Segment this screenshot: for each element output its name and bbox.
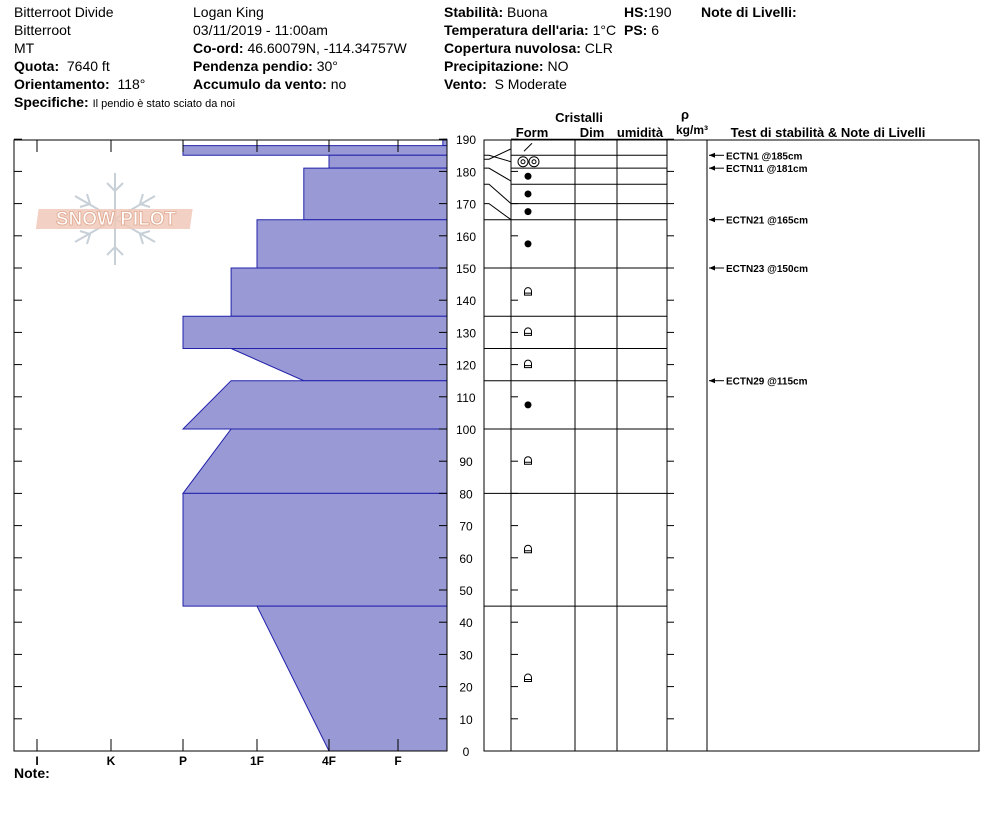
form-header: Form [515, 125, 549, 140]
tests-header: Test di stabilità & Note di Livelli [730, 125, 926, 140]
hardness-tick-label: 4F [321, 754, 337, 768]
hs-label: HS: [624, 4, 649, 20]
observer: Logan King [193, 4, 264, 20]
layer-table-frame [484, 140, 979, 751]
faceted-crystal-icon [525, 457, 532, 465]
stability-label: Stabilità: [444, 4, 504, 20]
hardness-layer [183, 493, 447, 606]
precip-label: Precipitazione: [444, 58, 544, 74]
hardness-tick-label: F [394, 754, 402, 768]
layer-notes-heading: Note di Livelli: [701, 4, 797, 20]
y-tick-label: 0 [462, 745, 470, 759]
wind-value: S Moderate [494, 76, 567, 92]
rounded-grain-icon [525, 208, 532, 215]
test-arrow-icon [709, 266, 715, 271]
graupel-icon [529, 157, 539, 167]
hardness-layer [183, 146, 447, 156]
decomposing-particle-icon [524, 143, 532, 151]
hardness-layer [231, 349, 447, 381]
faceted-crystal-icon [525, 360, 532, 368]
graupel-icon [521, 160, 525, 164]
hardness-layer [329, 155, 447, 168]
svg-text:SNOW PILOT: SNOW PILOT [55, 209, 177, 230]
stability-test-label: ECTN23 @150cm [726, 264, 809, 275]
graupel-icon [532, 160, 536, 164]
aspect-value: 118° [117, 76, 146, 92]
faceted-crystal-icon [525, 545, 532, 553]
rounded-grain-icon [525, 173, 532, 180]
stability-test-label: ECTN21 @165cm [726, 215, 809, 227]
rounded-grain-icon [525, 240, 532, 247]
y-tick-label: 40 [459, 616, 473, 631]
test-arrow-icon [709, 166, 715, 171]
wind-load-value: no [330, 76, 347, 92]
rounded-grain-icon [525, 190, 532, 197]
y-tick-label: 130 [455, 326, 477, 341]
crystals-header: Cristalli [555, 110, 603, 125]
specifics-label: Specifiche: [14, 94, 89, 110]
faceted-crystal-icon [525, 328, 532, 336]
y-tick-label: 170 [455, 197, 477, 212]
location-name: Bitterroot Divide [14, 4, 114, 20]
y-tick-label: 90 [459, 455, 473, 470]
specifics-value: Il pendio è stato sciato da noi [92, 98, 236, 110]
y-tick-label: 160 [455, 229, 477, 244]
layer-connector [484, 204, 511, 220]
y-tick-label: 30 [459, 648, 473, 663]
coord-value: 46.60079N, -114.34757W [247, 40, 407, 56]
hardness-layer [257, 606, 447, 751]
test-arrow-icon [709, 378, 715, 383]
hardness-layer [183, 381, 447, 429]
state: MT [14, 40, 35, 56]
slope-value: 30° [316, 58, 338, 74]
datetime: 03/11/2019 - 11:00am [193, 22, 328, 38]
layer-connector [484, 184, 511, 203]
rounded-grain-icon [525, 401, 532, 408]
hardness-tick-label: 1F [249, 754, 265, 768]
y-tick-label: 10 [459, 712, 473, 727]
faceted-crystal-icon [525, 674, 532, 681]
cloud-value: CLR [584, 40, 613, 56]
hardness-layer [304, 168, 447, 220]
elevation-value: 7640 ft [66, 58, 110, 74]
hardness-layer [183, 316, 447, 348]
density-unit-header: kg/m³ [675, 123, 709, 137]
air-temp-label: Temperatura dell'aria: [444, 22, 589, 38]
hardness-layer [257, 220, 447, 268]
wind-load-label: Accumulo da vento: [193, 76, 327, 92]
cloud-label: Copertura nuvolosa: [444, 40, 581, 56]
dim-header: Dim [579, 125, 605, 140]
y-tick-label: 80 [459, 487, 473, 502]
y-tick-label: 140 [455, 294, 477, 309]
stability-test-label: ECTN1 @185cm [726, 151, 803, 163]
aspect-label: Orientamento: [14, 76, 110, 92]
y-tick-label: 110 [456, 390, 476, 405]
y-tick-label: 100 [455, 423, 477, 437]
rho-header: ρ [680, 107, 690, 122]
ps-label: PS: [624, 22, 648, 38]
y-tick-label: 20 [459, 680, 473, 695]
hardness-layer [183, 429, 447, 493]
notes-label: Note: [14, 765, 50, 781]
test-arrow-icon [709, 153, 715, 158]
mountain-range: Bitterroot [14, 22, 71, 38]
stability-value: Buona [507, 4, 548, 20]
stability-test-label: ECTN29 @115cm [726, 376, 808, 388]
coord-label: Co-ord: [193, 40, 244, 56]
wind-label: Vento: [444, 76, 487, 92]
elevation-label: Quota: [14, 58, 60, 74]
hardness-tick-label: I [35, 754, 39, 768]
layer-connector [484, 168, 511, 181]
hardness-tick-label: K [106, 754, 116, 768]
air-temp-value: 1°C [592, 22, 617, 38]
graupel-icon [518, 157, 528, 167]
hs-value: 190 [648, 4, 672, 20]
y-tick-label: 50 [459, 584, 473, 598]
y-tick-label: 150 [455, 262, 477, 276]
faceted-crystal-icon [525, 288, 532, 296]
y-tick-label: 60 [459, 551, 473, 566]
ps-value: 6 [651, 22, 660, 38]
hardness-layer [231, 268, 447, 316]
y-tick-label: 70 [459, 519, 473, 534]
snowpilot-logo [36, 209, 193, 230]
y-tick-label: 190 [455, 133, 477, 148]
slope-label: Pendenza pendio: [193, 58, 313, 74]
moisture-header: umidità [616, 125, 664, 140]
y-tick-label: 120 [455, 358, 477, 373]
layer-connector [484, 155, 511, 161]
test-arrow-icon [709, 217, 715, 222]
hardness-tick-label: P [178, 754, 188, 768]
y-tick-label: 180 [455, 165, 477, 180]
precip-value: NO [547, 58, 569, 74]
stability-test-label: ECTN11 @181cm [726, 164, 808, 176]
